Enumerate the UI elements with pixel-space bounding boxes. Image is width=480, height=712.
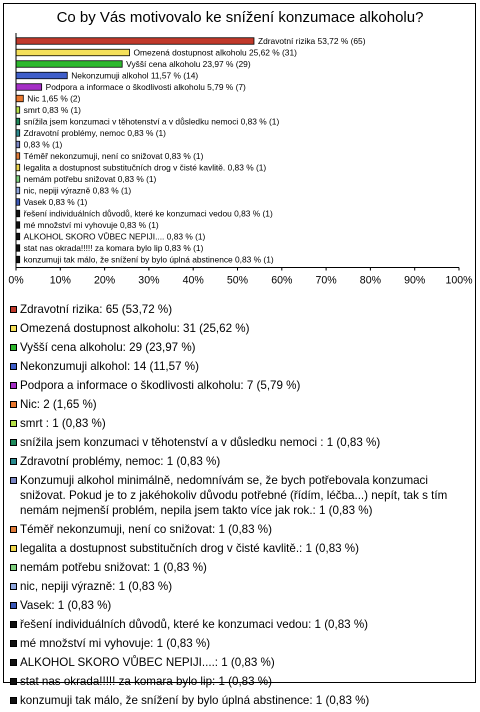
legend-item-6 (10, 416, 472, 431)
bar-4 (16, 84, 42, 91)
legend-text-1: Omezená dostupnost alkoholu: 31 (25,62 %) (20, 322, 250, 335)
x-tick-label-2: 20% (93, 274, 116, 287)
legend-swatch-1 (10, 325, 17, 332)
bar-9 (16, 141, 20, 148)
legend-swatch-14 (10, 602, 17, 609)
bar-label-8: Zdravotní problémy, nemoc 0,83 % (1) (23, 128, 166, 138)
chart-legend (10, 302, 472, 712)
bar-7 (16, 118, 20, 125)
legend-text-2: Vyšší cena alkoholu: 29 (23,97 %) (20, 341, 196, 354)
legend-swatch-4 (10, 382, 17, 389)
legend-item-8 (10, 454, 472, 469)
bar-chart (10, 33, 473, 301)
legend-item-11 (10, 541, 472, 556)
bar-10 (16, 153, 20, 160)
legend-swatch-2 (10, 344, 17, 351)
legend-item-0 (10, 302, 472, 317)
x-tick-label-7: 70% (315, 274, 337, 287)
legend-item-18 (10, 674, 472, 689)
bar-label-7: snížila jsem konzumaci v těhotenství a v důsledku nemoci 0,83 % (1) (23, 116, 280, 127)
legend-swatch-5 (10, 401, 17, 408)
legend-text-8: Zdravotní problémy, nemoc: 1 (0,83 %) (20, 455, 221, 468)
bar-2 (16, 61, 122, 68)
bar-label-18: stat nas okrada!!!!! za komara bylo lip 0,83 % (1) (23, 243, 204, 253)
legend-swatch-12 (10, 564, 17, 571)
x-tick-label-4: 40% (182, 274, 204, 287)
bar-19 (16, 256, 20, 263)
legend-text-6: smrt : 1 (0,83 %) (20, 417, 106, 430)
legend-swatch-6 (10, 420, 17, 427)
legend-swatch-15 (10, 621, 17, 628)
bar-label-10: Téměř nekonzumuji, není co snižovat 0,83 % (1) (23, 151, 204, 161)
bar-label-13: nic, nepiji výrazně 0,83 % (1) (23, 185, 132, 196)
bar-6 (16, 107, 20, 114)
x-tick-label-6: 60% (271, 274, 293, 287)
legend-item-1 (10, 321, 472, 336)
plot-area (10, 33, 473, 301)
legend-item-15 (10, 617, 472, 632)
legend-text-10: Téměř nekonzumuji, není co snižovat: 1 (0,83 %) (20, 523, 272, 536)
legend-text-3: Nekonzumuji alkohol: 14 (11,57 %) (20, 360, 199, 373)
bar-16 (16, 222, 20, 229)
legend-item-3 (10, 359, 472, 374)
legend-item-16 (10, 636, 472, 651)
legend-swatch-19 (10, 697, 17, 704)
legend-swatch-18 (10, 678, 17, 685)
legend-swatch-11 (10, 545, 17, 552)
legend-swatch-7 (10, 439, 17, 446)
legend-text-16: mé množství mi vyhovuje: 1 (0,83 %) (20, 637, 211, 650)
legend-swatch-13 (10, 583, 17, 590)
legend-item-2 (10, 340, 472, 355)
legend-item-5 (10, 397, 472, 412)
bar-label-6: smrt 0,83 % (1) (23, 105, 81, 115)
bar-17 (16, 233, 20, 240)
bar-label-15: řešení individuálních důvodů, které ke konzumaci vedou 0,83 % (1) (23, 208, 273, 219)
legend-text-13: nic, nepiji výrazně: 1 (0,83 %) (20, 580, 173, 593)
chart-title: Co by Vás motivovalo ke snížení konzumace alkoholu? (56, 9, 424, 26)
legend-item-13 (10, 579, 472, 594)
bar-1 (16, 49, 129, 56)
legend-text-19: konzumuji tak málo, že snížení by bylo úplná abstinence: 1 (0,83 %) (20, 694, 370, 707)
bar-label-9: 0,83 % (1) (23, 139, 63, 150)
legend-text-4: Podpora a informace o škodlivosti alkoholu: 7 (5,79 %) (20, 379, 301, 392)
legend-text-12: nemám potřebu snižovat: 1 (0,83 %) (20, 561, 207, 574)
legend-item-14 (10, 598, 472, 613)
legend-text-18: stat nas okrada!!!!! za komara bylo lip: 1 (0,83 %) (20, 675, 272, 688)
bar-label-12: nemám potřebu snižovat 0,83 % (1) (23, 174, 157, 184)
legend-swatch-9 (10, 477, 17, 484)
legend-text-5: Nic: 2 (1,65 %) (20, 398, 97, 411)
legend-swatch-0 (10, 306, 17, 313)
bar-label-4: Podpora a informace o škodlivosti alkoholu 5,79 % (7) (45, 82, 246, 92)
x-tick-label-10: 100% (445, 274, 473, 287)
bar-label-16: mé množství mi vyhovuje 0,83 % (1) (23, 220, 159, 230)
x-tick-label-3: 30% (138, 274, 160, 287)
x-tick-label-0: 0% (8, 274, 24, 287)
legend-item-4 (10, 378, 472, 393)
x-tick-label-1: 10% (49, 274, 71, 287)
x-tick-label-8: 80% (359, 274, 382, 287)
legend-swatch-10 (10, 526, 17, 533)
bar-label-19: konzumuji tak málo, že snížení by bylo úplná abstinence 0,83 % (1) (23, 254, 274, 265)
legend-swatch-16 (10, 640, 17, 647)
legend-item-19 (10, 693, 472, 708)
bar-14 (16, 199, 20, 206)
bar-label-17: ALKOHOL SKORO VŮBEC NEPIJI.... 0,83 % (1) (23, 231, 206, 242)
bar-5 (16, 95, 23, 102)
legend-item-9 (10, 473, 472, 518)
bar-label-2: Vyšší cena alkoholu 23,97 % (29) (126, 59, 251, 69)
bar-11 (16, 164, 20, 171)
bar-3 (16, 72, 67, 79)
bar-13 (16, 187, 20, 194)
legend-swatch-3 (10, 363, 17, 370)
bar-label-14: Vasek 0,83 % (1) (23, 197, 88, 207)
bar-8 (16, 130, 20, 137)
legend-text-0: Zdravotní rizika: 65 (53,72 %) (20, 303, 173, 316)
legend-text-11: legalita a dostupnost substitučních drog v čisté kavlitě.: 1 (0,83 %) (20, 542, 359, 555)
legend-text-7: snížila jsem konzumaci v těhotenství a v důsledku nemoci : 1 (0,83 %) (20, 436, 381, 449)
legend-text-9: Konzumuji alkohol minimálně, nedomnívám se, že bych potřebovala konzumaci snižovat. Pokud je to z jakéhokoliv důvodu potřebné (řídím, léčba...) nepít, tak s tím nemám nejmenší problém, nepila jsem takto více jak rok.: 1 (0,83 %) (20, 474, 448, 517)
bar-12 (16, 176, 20, 183)
legend-item-12 (10, 560, 472, 575)
bar-15 (16, 210, 20, 217)
bar-0 (16, 38, 254, 45)
legend-item-10 (10, 522, 472, 537)
x-tick-label-5: 50% (226, 274, 249, 287)
legend-swatch-8 (10, 458, 17, 465)
x-tick-label-9: 90% (404, 274, 426, 287)
legend-swatch-17 (10, 659, 17, 666)
legend-text-15: řešení individuálních důvodů, které ke konzumaci vedou: 1 (0,83 %) (20, 618, 369, 631)
bar-label-3: Nekonzumuji alkohol 11,57 % (14) (71, 70, 199, 81)
bar-label-1: Omezená dostupnost alkoholu 25,62 % (31) (133, 47, 297, 58)
legend-text-14: Vasek: 1 (0,83 %) (20, 599, 112, 612)
legend-item-7 (10, 435, 472, 450)
bar-label-11: legalita a dostupnost substitučních drog v čisté kavlitě. 0,83 % (1) (23, 162, 267, 173)
legend-text-17: ALKOHOL SKORO VŮBEC NEPIJI....: 1 (0,83 %) (20, 656, 275, 669)
bar-label-0: Zdravotní rizika 53,72 % (65) (257, 36, 366, 46)
bar-label-5: Nic 1,65 % (2) (27, 93, 81, 104)
legend-item-17 (10, 655, 472, 670)
bar-18 (16, 245, 20, 252)
